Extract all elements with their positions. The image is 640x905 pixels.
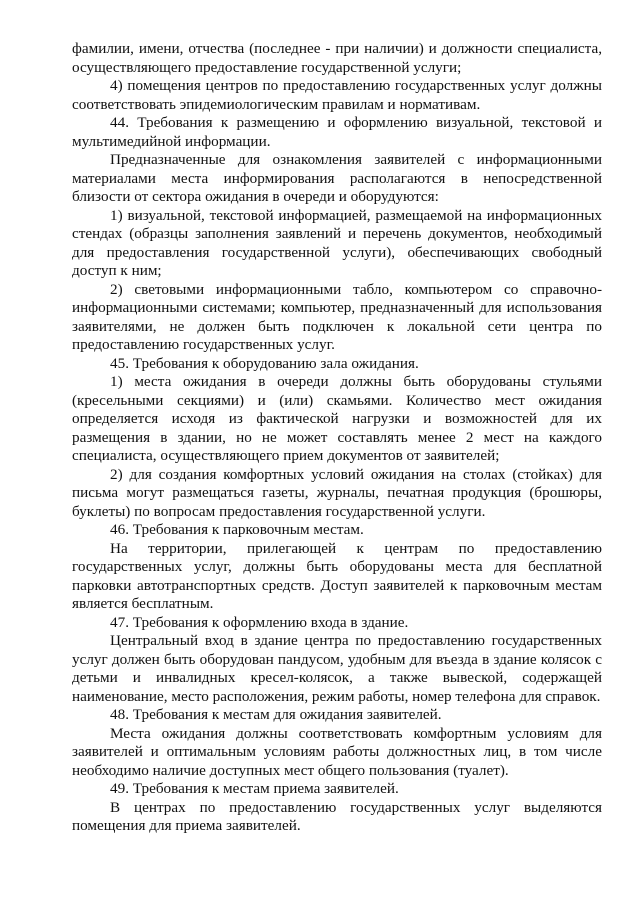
paragraph-item-4: 4) помещения центров по предоставлению государственных услуг должны соответствовать эпидемиологическим правилам и нормативам.: [72, 77, 602, 113]
paragraph-item-1-seating: 1) места ожидания в очереди должны быть оборудованы стульями (кресельными секциями) и (или) скамьями. Количество мест ожидания определяется исходя из фактической нагрузки и возможностей для их размещения в здании, но не может составлять менее 2 мест на каждого специалиста, осуществляющего прием документов от заявителей;: [72, 373, 602, 464]
section-heading-44: 44. Требования к размещению и оформлению визуальной, текстовой и мультимедийной информации.: [72, 114, 602, 150]
section-heading-48: 48. Требования к местам для ожидания заявителей.: [110, 706, 442, 723]
section-heading-46: 46. Требования к парковочным местам.: [110, 521, 364, 538]
paragraph-item-2-reading: 2) для создания комфортных условий ожидания на столах (стойках) для письма могут размещаться газеты, журналы, печатная продукция (брошюры, буклеты) по вопросам предоставления государственной услуги.: [72, 465, 602, 520]
paragraph-reception: В центрах по предоставлению государственных услуг выделяются помещения для приема заявителей.: [72, 798, 602, 834]
paragraph-continuation: фамилии, имени, отчества (последнее - при наличии) и должности специалиста, осуществляющего предоставление государственной услуги;: [72, 40, 602, 76]
paragraph-item-1-stands: 1) визуальной, текстовой информацией, размещаемой на информационных стендах (образцы заполнения заявлений и перечень документов, необходимый для предоставления государственной услуги), обеспечивающих свободный доступ к ним;: [72, 206, 602, 279]
paragraph-waiting: Места ожидания должны соответствовать комфортным условиям для заявителей и оптимальным условиям работы должностных лиц, в том числе необходимо наличие доступных мест общего пользования (туалет).: [72, 724, 602, 779]
paragraph-parking: На территории, прилегающей к центрам по предоставлению государственных услуг, должны быть оборудованы места для бесплатной парковки автотранспортных средств. Доступ заявителей к парковочным местам является бесплатным.: [72, 539, 602, 612]
paragraph-item-2-displays: 2) световыми информационными табло, компьютером со справочно-информационными системами; компьютер, предназначенный для использования заявителями, не должен быть подключен к локальной сети центра по предоставлению государственных услуг.: [72, 280, 602, 353]
section-heading-49: 49. Требования к местам приема заявителей.: [110, 780, 399, 797]
paragraph-info-places: Предназначенные для ознакомления заявителей с информационными материалами места информирования располагаются в непосредственной близости от сектора ожидания в очереди и оборудуются:: [72, 151, 602, 205]
section-heading-45: 45. Требования к оборудованию зала ожидания.: [110, 354, 419, 372]
section-heading-47: 47. Требования к оформлению входа в здание.: [110, 613, 409, 631]
paragraph-entrance: Центральный вход в здание центра по предоставлению государственных услуг должен быть оборудован пандусом, удобным для въезда в здание колясок с детьми и инвалидных кресел-колясок, а также вывеской, содержащей наименование, место расположения, режим работы, номер телефона для справок.: [72, 632, 602, 705]
document-page: [72, 40, 602, 836]
